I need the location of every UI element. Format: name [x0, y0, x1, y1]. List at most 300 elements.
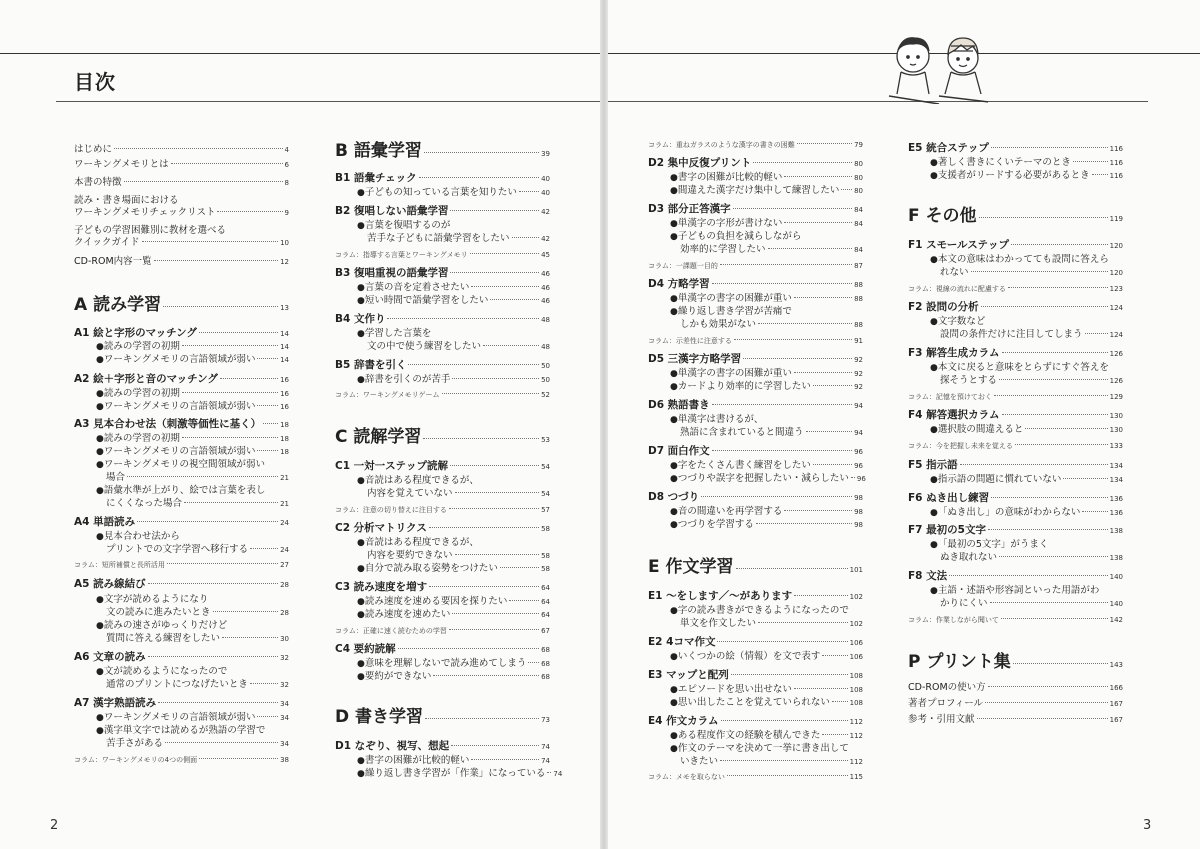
toc-entry-title: E5 統合ステップ	[908, 142, 989, 154]
toc-entry	[908, 551, 1123, 565]
toc-entry-title: E3 マップと配列	[648, 669, 729, 681]
toc-entry	[74, 619, 289, 633]
dot-leader	[470, 253, 539, 254]
toc-entry-page: 101	[849, 566, 863, 574]
dot-leader	[806, 431, 853, 432]
toc-entry	[335, 740, 550, 754]
toc-entry-title: ● 単漢字は書けるが、	[670, 413, 763, 427]
toc-entry	[908, 584, 1123, 598]
toc-entry-title: ● 選択肢の間違えると	[930, 423, 1023, 437]
dot-leader	[794, 595, 847, 596]
toc-entry-title: B5 辞書を引く	[335, 359, 407, 371]
toc-entry	[335, 706, 550, 731]
toc-entry-page: 39	[541, 150, 550, 158]
toc-entry-page: 45	[541, 251, 550, 259]
toc-entry-title: 質問に答える練習をしたい	[106, 633, 221, 644]
toc-entry	[335, 172, 550, 186]
top-rule-left	[0, 53, 600, 54]
toc-entry-title: コラム：注意の切り替えに注目する	[335, 506, 447, 514]
toc-entry-page: 96	[854, 462, 863, 470]
toc-entry-title: B4 文作り	[335, 313, 386, 325]
toc-entry-title: ● 文字数など	[930, 315, 985, 329]
toc-entry-title: 場合	[106, 472, 126, 483]
toc-entry-title: ワーキングメモリチェックリスト	[74, 207, 216, 218]
toc-entry	[335, 232, 550, 246]
toc-entry-title: ● 思い出したことを覚えていられない	[670, 696, 830, 710]
toc-entry	[74, 445, 289, 459]
dot-leader	[257, 716, 278, 717]
dot-leader	[768, 248, 853, 249]
toc-entry	[335, 205, 550, 219]
toc-entry-title: ● 読みの学習の初期	[96, 387, 180, 401]
toc-entry-title: はじめに	[74, 144, 113, 155]
dot-leader	[743, 358, 852, 359]
toc-entry	[648, 445, 863, 459]
dot-leader	[450, 272, 539, 273]
toc-entry-page: 10	[280, 239, 289, 247]
toc-entry-page: 120	[1109, 269, 1123, 277]
toc-entry-title: 子どもの学習困難別に教材を選べる	[74, 225, 227, 236]
toc-entry	[335, 390, 550, 400]
dot-leader	[822, 655, 847, 656]
toc-entry-page: 91	[854, 337, 863, 345]
toc-entry-page: 136	[1109, 495, 1123, 503]
toc-entry	[908, 651, 1123, 676]
toc-entry-title: ● 著しく書きにくいテーマのとき	[930, 156, 1071, 170]
toc-entry-title: D4 方略学習	[648, 278, 710, 290]
toc-entry-title: ● 音読はある程度できるが、	[357, 474, 479, 488]
dot-leader	[813, 464, 852, 465]
toc-entry-page: 96	[856, 475, 866, 483]
toc-entry	[908, 697, 1123, 711]
dot-leader	[756, 523, 852, 524]
dot-leader	[701, 496, 852, 497]
dot-leader	[450, 465, 539, 466]
toc-entry	[74, 327, 289, 341]
toc-entry-title: ● 音読はある程度できるが、	[357, 536, 479, 550]
toc-entry	[648, 617, 863, 631]
dot-leader	[213, 611, 279, 612]
toc-entry	[74, 176, 289, 190]
toc-entry-page: 96	[854, 448, 863, 456]
dot-leader	[509, 600, 539, 601]
toc-entry-page: 102	[849, 620, 863, 628]
toc-entry-page: 138	[1109, 554, 1123, 562]
toc-entry	[74, 158, 289, 172]
toc-entry-page: 108	[849, 699, 863, 707]
toc-entry	[908, 142, 1123, 156]
dot-leader	[449, 508, 539, 509]
dot-leader	[851, 477, 855, 478]
toc-entry	[335, 327, 550, 341]
toc-entry-title: A2 絵＋字形と音のマッチング	[74, 373, 218, 385]
toc-entry-page: 48	[541, 316, 550, 324]
toc-entry	[648, 590, 863, 604]
toc-entry-page: 54	[541, 490, 550, 498]
toc-entry	[908, 524, 1123, 538]
toc-entry-title: ● 子どもの負担を減らしながら	[670, 230, 801, 244]
toc-entry	[335, 608, 550, 622]
toc-entry	[908, 266, 1123, 280]
dot-leader	[429, 527, 539, 528]
dot-leader	[1002, 414, 1108, 415]
toc-entry	[648, 380, 863, 394]
toc-entry	[908, 506, 1123, 520]
toc-entry	[74, 593, 289, 607]
toc-entry-title: コラム：一課題一目的	[648, 262, 718, 270]
toc-entry-title: ● 支援者がリードする必要があるとき	[930, 169, 1090, 183]
dot-leader	[734, 339, 852, 340]
toc-entry-title: ● 読みの速さがゆっくりだけど	[96, 619, 227, 633]
toc-entry-title: ● 単漢字の字形が書けない	[670, 217, 782, 231]
toc-entry-title: F4 解答選択カラム	[908, 409, 1000, 421]
dot-leader	[148, 583, 278, 584]
toc-entry-title: F7 最初の5文字	[908, 524, 986, 536]
dot-leader	[408, 364, 539, 365]
toc-entry	[648, 140, 863, 150]
toc-entry-title: A5 読み線結び	[74, 578, 146, 590]
toc-entry-page: 106	[849, 653, 863, 661]
toc-entry-title: ● 「最初の5文字」がうまく	[930, 538, 1048, 552]
toc-entry-title: D8 つづり	[648, 491, 700, 503]
toc-entry-page: 58	[541, 565, 550, 573]
toc-entry	[74, 400, 289, 414]
toc-entry	[335, 643, 550, 657]
toc-entry	[74, 471, 289, 485]
toc-entry-page: 14	[280, 330, 289, 338]
dot-leader	[490, 299, 539, 300]
dot-leader	[1002, 352, 1108, 353]
toc-entry-title: C2 分析マトリクス	[335, 522, 427, 534]
toc-entry-page: 38	[280, 756, 289, 764]
toc-entry-page: 116	[1109, 159, 1123, 167]
toc-entry-page: 129	[1109, 393, 1123, 401]
toc-entry-page: 133	[1109, 442, 1123, 450]
dot-leader	[733, 208, 852, 209]
toc-entry-title: 本書の特徴	[74, 177, 122, 188]
toc-entry	[335, 359, 550, 373]
toc-entry-title: ● ワーキングメモリの言語領域が弱い	[96, 711, 255, 725]
toc-entry	[648, 243, 863, 257]
toc-entry	[335, 562, 550, 576]
toc-entry	[908, 409, 1123, 423]
toc-entry	[335, 313, 550, 327]
toc-entry	[908, 253, 1123, 267]
toc-entry	[908, 681, 1123, 695]
dot-leader	[124, 181, 283, 182]
toc-entry	[908, 459, 1123, 473]
toc-entry	[648, 184, 863, 198]
toc-entry-title: 内容を要約できない	[367, 550, 453, 561]
dot-leader	[1015, 444, 1108, 445]
toc-entry	[74, 353, 289, 367]
toc-entry	[648, 556, 863, 581]
toc-entry	[648, 472, 866, 486]
toc-entry-title: ● 文が読めるようになったので	[96, 665, 227, 679]
dot-leader	[1001, 618, 1108, 619]
toc-entry	[908, 239, 1123, 253]
toc-entry-page: 84	[854, 206, 863, 214]
dot-leader	[794, 297, 852, 298]
toc-entry-title: A7 漢字熟語読み	[74, 697, 157, 709]
dot-leader	[721, 720, 848, 721]
toc-entry-page: 42	[541, 208, 550, 216]
toc-entry-title: コラム：視線の流れに配慮する	[908, 285, 1006, 293]
toc-entry	[74, 665, 289, 679]
toc-entry-title: ● 短い時間で語彙学習をしたい	[357, 294, 488, 308]
book-gutter	[600, 0, 608, 849]
toc-entry-page: 136	[1109, 509, 1123, 517]
toc-entry	[908, 392, 1123, 402]
toc-entry-page: 130	[1109, 426, 1123, 434]
dot-leader	[451, 745, 539, 746]
dot-leader	[794, 372, 852, 373]
toc-entry-title: D6 熟語書き	[648, 399, 710, 411]
toc-entry	[74, 340, 289, 354]
dot-leader	[991, 147, 1108, 148]
toc-entry-title: ● 読み速度を速める要因を探りたい	[357, 595, 507, 609]
toc-entry-page: 21	[280, 500, 289, 508]
toc-entry-page: 84	[854, 220, 863, 228]
toc-entry	[74, 255, 289, 269]
toc-entry-page: 112	[849, 718, 863, 726]
toc-entry-page: 167	[1109, 716, 1123, 724]
toc-entry-title: ● 辞書を引くのが苦手	[357, 373, 450, 387]
toc-entry-title: 苦手さがある	[106, 738, 164, 749]
toc-entry	[74, 578, 289, 592]
toc-entry-title: ● 音の間違いを再学習する	[670, 505, 782, 519]
dot-leader	[784, 176, 852, 177]
toc-entry	[335, 340, 550, 354]
dot-leader	[455, 554, 540, 555]
toc-entry-title: B3 復唱重視の語彙学習	[335, 267, 449, 279]
toc-entry	[74, 543, 289, 557]
dot-leader	[784, 510, 852, 511]
toc-entry-page: 64	[541, 611, 550, 619]
dot-leader	[257, 405, 278, 406]
toc-entry-title: CD-ROM内容一覧	[74, 256, 152, 267]
dot-leader	[449, 629, 539, 630]
dot-leader	[960, 464, 1108, 465]
dot-leader	[250, 548, 278, 549]
page-number-right: 3	[1143, 818, 1152, 833]
toc-entry-title: ● 本文に戻ると意味をとらずにすぐ答えを	[930, 361, 1109, 375]
toc-entry	[908, 156, 1123, 170]
dot-leader	[1092, 174, 1108, 175]
dot-leader	[182, 392, 278, 393]
toc-entry	[648, 683, 863, 697]
dot-leader	[1011, 244, 1108, 245]
toc-entry	[335, 595, 550, 609]
toc-entry-page: 126	[1109, 377, 1123, 385]
dot-leader	[452, 378, 539, 379]
toc-entry	[908, 361, 1123, 375]
toc-entry	[335, 294, 550, 308]
toc-entry	[648, 696, 863, 710]
toc-entry	[335, 474, 550, 488]
toc-entry-page: 116	[1109, 172, 1123, 180]
toc-entry-title: しかも効果がない	[680, 319, 757, 330]
toc-entry-page: 138	[1109, 527, 1123, 535]
dot-leader	[257, 358, 278, 359]
toc-entry	[74, 432, 289, 446]
dot-leader	[712, 450, 852, 451]
toc-entry	[335, 522, 550, 536]
toc-entry	[74, 632, 289, 646]
toc-entry	[74, 755, 289, 765]
toc-entry-title: D 書き学習	[335, 707, 424, 727]
toc-entry	[648, 171, 863, 185]
toc-entry	[648, 157, 863, 171]
dot-leader	[455, 492, 540, 493]
toc-entry	[648, 636, 863, 650]
toc-entry	[648, 367, 863, 381]
toc-entry	[648, 230, 863, 244]
toc-entry-page: 50	[541, 376, 550, 384]
toc-entry-title: 効率的に学習したい	[680, 244, 766, 255]
toc-entry	[648, 669, 863, 683]
toc-entry-title: ● エピソードを思い出せない	[670, 683, 792, 697]
dot-leader	[712, 404, 852, 405]
toc-entry	[908, 347, 1123, 361]
dot-leader	[813, 385, 852, 386]
toc-entry-title: 設問の条件だけに注目してしまう	[940, 329, 1083, 340]
toc-entry-title: ● 語彙水準が上がり、絵では言葉を表し	[96, 484, 265, 498]
toc-entry-title: ● 書字の困難が比較的軽い	[670, 171, 782, 185]
toc-entry-page: 74	[553, 770, 563, 778]
dot-leader	[500, 567, 539, 568]
toc-entry	[648, 459, 863, 473]
toc-entry	[908, 284, 1123, 294]
toc-entry-page: 134	[1109, 476, 1123, 484]
toc-entry	[648, 261, 863, 271]
toc-entry	[908, 441, 1123, 451]
toc-entry-page: 124	[1109, 304, 1123, 312]
dot-leader	[991, 497, 1107, 498]
toc-entry-page: 88	[854, 321, 863, 329]
toc-entry-page: 58	[541, 552, 550, 560]
toc-entry-page: 115	[849, 773, 863, 781]
toc-entry-page: 94	[854, 402, 863, 410]
toc-entry-title: コラム：短所補償と長所活用	[74, 561, 165, 569]
dot-leader	[988, 686, 1108, 687]
toc-entry-page: 30	[280, 635, 289, 643]
toc-entry-page: 64	[541, 598, 550, 606]
toc-entry-page: 48	[541, 343, 550, 351]
toc-entry	[74, 711, 289, 725]
toc-entry	[74, 516, 289, 530]
toc-entry-title: プリントでの文字学習へ移行する	[106, 544, 249, 555]
toc-entry	[648, 755, 863, 769]
dot-leader	[971, 271, 1108, 272]
toc-entry-title: ● ワーキングメモリの言語領域が弱い	[96, 400, 255, 414]
toc-entry-page: 134	[1109, 462, 1123, 470]
toc-entry-page: 80	[854, 187, 863, 195]
toc-entry-page: 14	[280, 356, 289, 364]
toc-entry-title: B 語彙学習	[335, 141, 422, 161]
toc-entry-title: B1 語彙チェック	[335, 172, 417, 184]
dot-leader	[483, 345, 539, 346]
toc-entry-page: 67	[541, 627, 550, 635]
toc-entry-page: 18	[280, 421, 289, 429]
toc-entry-title: 熟語に含まれていると間違う	[680, 427, 804, 438]
dot-leader	[1008, 287, 1108, 288]
toc-entry-page: 14	[280, 343, 289, 351]
toc-entry-page: 92	[854, 383, 863, 391]
toc-entry-title: 探そうとする	[940, 375, 998, 386]
toc-entry	[648, 729, 863, 743]
dot-leader	[163, 306, 278, 307]
toc-entry-title: 内容を覚えていない	[367, 488, 453, 499]
toc-entry-page: 143	[1109, 661, 1123, 669]
toc-entry-page: 18	[280, 448, 289, 456]
toc-entry	[335, 140, 550, 165]
toc-entry-title: F2 設問の分析	[908, 301, 979, 313]
dot-leader	[832, 701, 848, 702]
toc-entry-page: 52	[541, 391, 550, 399]
dot-leader	[990, 602, 1108, 603]
toc-entry	[648, 399, 863, 413]
dot-leader	[794, 688, 848, 689]
toc-entry	[74, 236, 289, 250]
toc-entry-title: F3 解答生成カラム	[908, 347, 1000, 359]
dot-leader	[199, 758, 278, 759]
dot-leader	[512, 237, 540, 238]
dot-leader	[985, 702, 1108, 703]
toc-entry-page: 120	[1109, 242, 1123, 250]
dot-leader	[263, 423, 278, 424]
toc-entry-title: 文の中で使う練習をしたい	[367, 341, 482, 352]
toc-entry-page: 21	[280, 474, 289, 482]
toc-entry	[335, 754, 550, 768]
toc-entry-title: A3 見本合わせ法（刺激等価性に基く）	[74, 418, 262, 430]
dot-leader	[1063, 478, 1107, 479]
toc-entry-page: 68	[541, 673, 550, 681]
dot-leader	[398, 648, 539, 649]
toc-entry	[648, 413, 863, 427]
toc-entry	[648, 772, 863, 782]
toc-entry-title: ● 繰り返し書き学習が苦痛で	[670, 305, 792, 319]
toc-entry-page: 108	[849, 686, 863, 694]
toc-entry-page: 108	[849, 672, 863, 680]
dot-leader	[528, 662, 539, 663]
toc-entry-title: A 読み学習	[74, 295, 162, 315]
toc-entry-page: 140	[1109, 573, 1123, 581]
toc-entry-title: ● つづりや誤字を把握したい・減らしたい	[670, 472, 849, 486]
toc-entry	[335, 186, 550, 200]
toc-entry-page: 34	[280, 700, 289, 708]
dot-leader	[182, 437, 278, 438]
dot-leader	[471, 286, 539, 287]
dot-leader	[988, 529, 1108, 530]
toc-entry	[908, 301, 1123, 315]
toc-entry-page: 16	[280, 390, 289, 398]
toc-entry-title: F5 指示語	[908, 459, 958, 471]
toc-entry-page: 92	[854, 356, 863, 364]
toc-entry-title: ぬき取れない	[940, 552, 998, 563]
toc-entry	[648, 742, 863, 756]
toc-entry	[335, 657, 550, 671]
dot-leader	[1025, 428, 1107, 429]
toc-entry	[74, 484, 289, 498]
toc-entry-page: 42	[541, 235, 550, 243]
toc-entry-title: ● 漢字単文字では読めるが熟語の学習で	[96, 724, 265, 738]
toc-entry-title: A6 文章の読み	[74, 651, 146, 663]
dot-leader	[142, 241, 279, 242]
dot-leader	[222, 637, 278, 638]
toc-entry	[74, 497, 289, 511]
toc-entry-title: ● 主語・述語や形容詞といった用語がわ	[930, 584, 1099, 598]
